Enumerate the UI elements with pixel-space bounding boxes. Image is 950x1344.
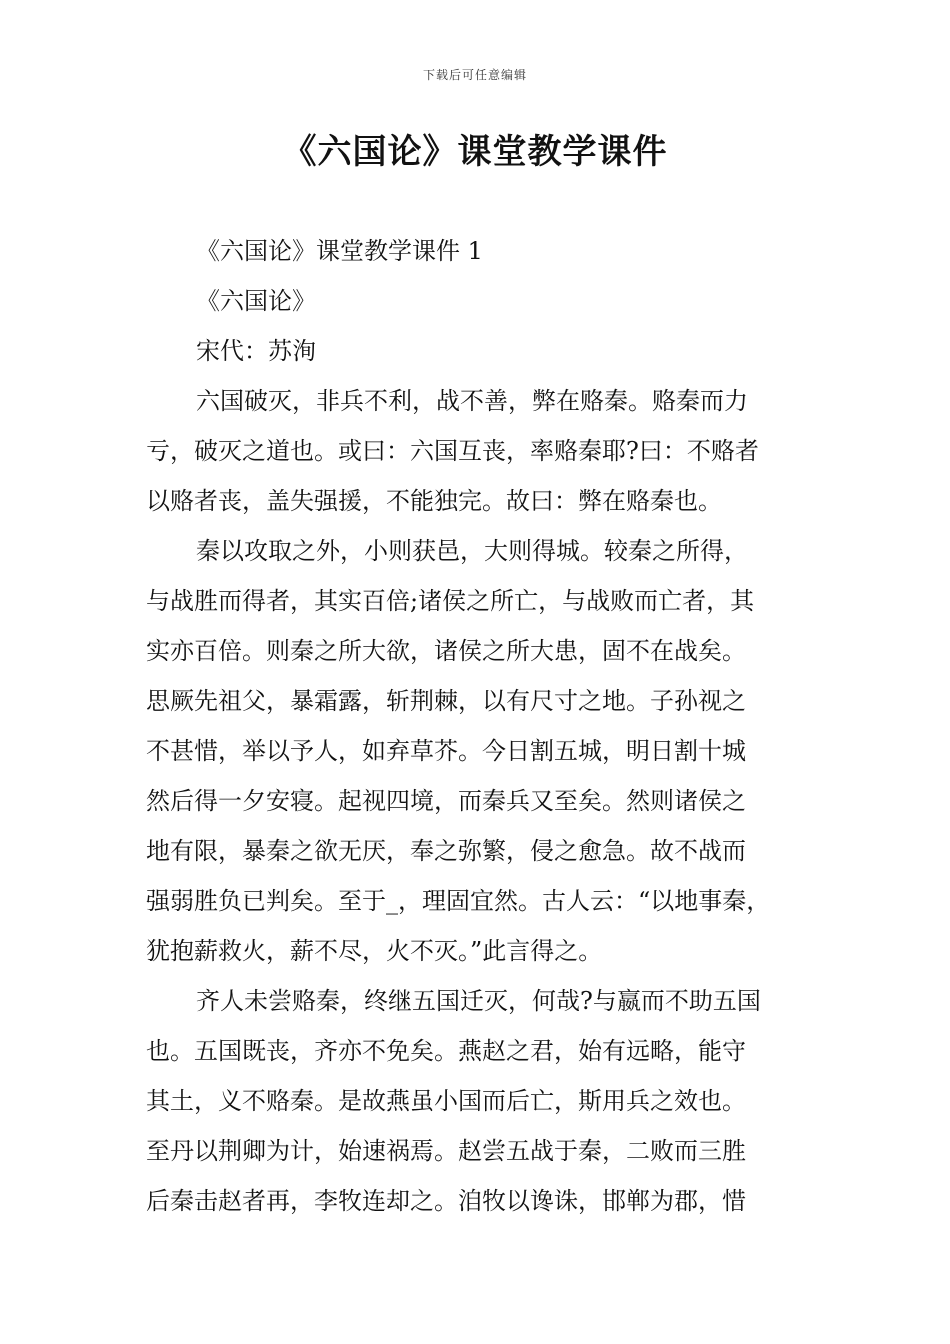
text-line: 《六国论》课堂教学课件 1 xyxy=(196,237,483,265)
text-line: 思厥先祖父，暴霜露，斩荆棘，以有尺寸之地。子孙视之 xyxy=(146,687,746,715)
text-line: 不甚惜，举以予人，如弃草芥。今日割五城，明日割十城 xyxy=(146,737,746,765)
text-line: 宋代：苏洵 xyxy=(196,337,316,365)
text-line: 齐人未尝赂秦，终继五国迁灭，何哉?与嬴而不助五国 xyxy=(196,987,761,1015)
document-title: 《六国论》课堂教学课件 xyxy=(282,132,668,172)
text-line: 然后得一夕安寝。起视四境，而秦兵又至矣。然则诸侯之 xyxy=(146,787,746,815)
text-line: 至丹以荆卿为计，始速祸焉。赵尝五战于秦，二败而三胜 xyxy=(146,1137,746,1165)
text-line: 秦以攻取之外，小则获邑，大则得城。较秦之所得， xyxy=(196,537,748,565)
text-line: 《六国论》 xyxy=(196,287,316,315)
text-line: 亏，破灭之道也。或曰：六国互丧，率赂秦耶?曰：不赂者 xyxy=(146,437,759,465)
header-note: 下载后可任意编辑 xyxy=(422,68,527,82)
text-line: 后秦击赵者再，李牧连却之。洎牧以谗诛，邯郸为郡，惜 xyxy=(146,1187,746,1215)
text-line: 其土，义不赂秦。是故燕虽小国而后亡，斯用兵之效也。 xyxy=(146,1087,746,1115)
document-body xyxy=(146,226,826,1226)
text-line: 实亦百倍。则秦之所大欲，诸侯之所大患，固不在战矣。 xyxy=(146,637,746,665)
text-line: 强弱胜负已判矣。至于_，理固宜然。古人云：“以地事秦， xyxy=(146,887,771,915)
text-line: 以赂者丧，盖失强援，不能独完。故曰：弊在赂秦也。 xyxy=(146,487,722,515)
text-line: 也。五国既丧，齐亦不免矣。燕赵之君，始有远略，能守 xyxy=(146,1037,746,1065)
text-line: 与战胜而得者，其实百倍;诸侯之所亡，与战败而亡者，其 xyxy=(146,587,755,615)
text-line: 地有限，暴秦之欲无厌，奉之弥繁，侵之愈急。故不战而 xyxy=(146,837,746,865)
text-line: 犹抱薪救火，薪不尽，火不灭。”此言得之。 xyxy=(146,937,603,965)
text-line: 六国破灭，非兵不利，战不善，弊在赂秦。赂秦而力 xyxy=(196,387,748,415)
